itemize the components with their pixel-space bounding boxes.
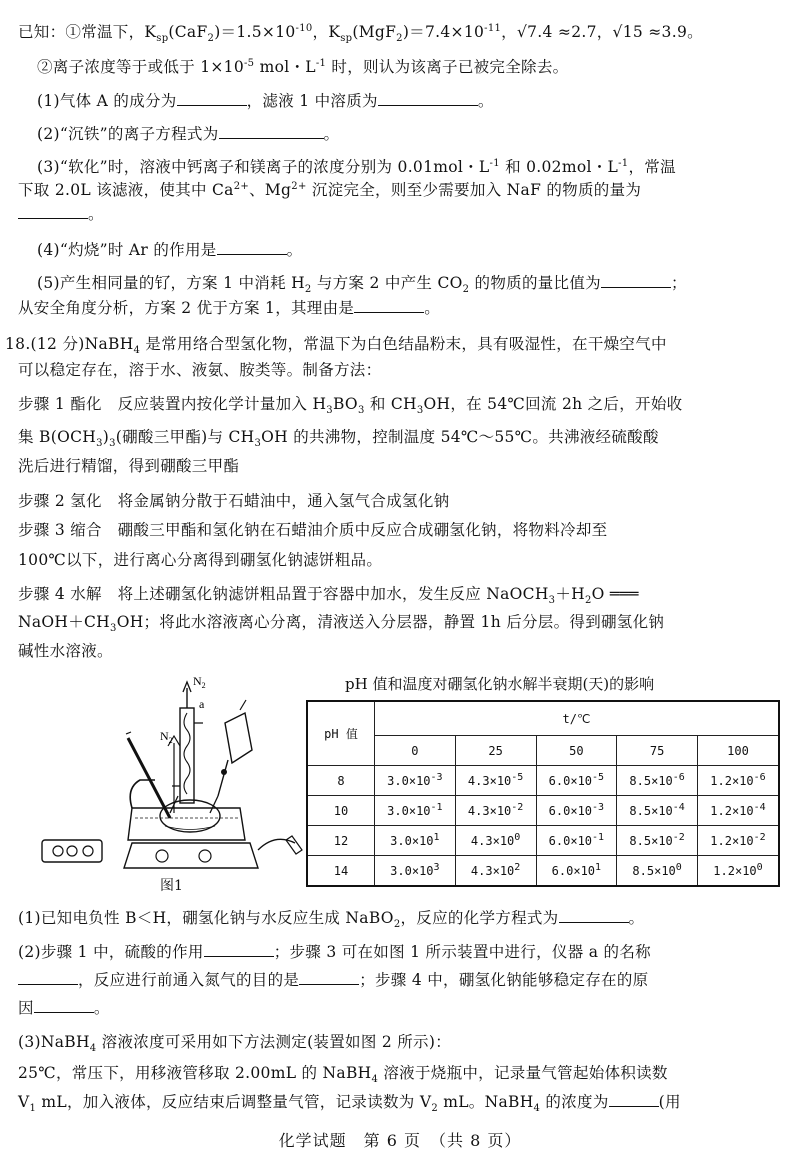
question-17-5-cont: 从安全角度分析，方案 2 优于方案 1，其理由是 。 — [18, 299, 441, 317]
answer-blank[interactable] — [204, 942, 274, 957]
condenser-a — [180, 708, 194, 803]
half-life-cell: $6.0\times 10^{-3}$ — [536, 796, 617, 826]
water-bath — [128, 808, 245, 840]
question-18-1: (1)已知电负性 B＜H，硼氢化钠与水反应生成 NaBO$_2$，反应的化学方程式为 。 — [18, 909, 645, 931]
half-life-cell: $6.0\times 10^1$ — [536, 856, 617, 887]
half-life-cell: $3.0\times 10^1$ — [375, 826, 456, 856]
n2-side-label: $N_2$ — [160, 729, 173, 745]
temp-col-0: 0 — [375, 736, 456, 766]
answer-blank[interactable] — [18, 204, 88, 219]
step-3: 步骤 3 缩合 硼酸三甲酯和氢化钠在石蜡油介质中反应合成硼氢化钠，将物料冷却至 — [18, 521, 608, 539]
apparatus-figure — [40, 668, 305, 898]
temp-col-75: 75 — [617, 736, 698, 766]
question-18-2-cont2: 因 。 — [18, 999, 110, 1017]
half-life-cell: $4.3\times 10^2$ — [455, 856, 536, 887]
ph-cell: 14 — [307, 856, 375, 887]
step-1: 步骤 1 酯化 反应装置内按化学计量加入 $H_3BO_3$ 和 $CH_3OH$，在 54℃回流 2h 之后，开始收 — [18, 395, 683, 417]
table-row — [307, 766, 779, 796]
temp-col-25: 25 — [455, 736, 536, 766]
answer-blank[interactable] — [354, 298, 424, 313]
stirrer-base — [124, 843, 258, 868]
answer-blank[interactable] — [559, 908, 629, 923]
question-17-3: (3)“软化”时，溶液中钙离子和镁离子的浓度分别为 0.01mol・$L^{-1}$ 和 0.02mol・$L^{-1}$，常温 — [37, 157, 676, 176]
answer-blank[interactable] — [299, 970, 359, 985]
ph-cell: 12 — [307, 826, 375, 856]
given-condition-1: 已知：①常温下，$K_{sp}(CaF_2)=1.5\times 10^{-10}$，$K_{sp}(MgF_2)=7.4\times 10^{-11}$，√7.4 ≈2.7，√15 ≈3.9。 — [18, 22, 703, 45]
question-18-intro: 18.(12 分)NaBH$_4$ 是常用络合型氢化物，常温下为白色结晶粉末，具有吸湿性，在干燥空气中 — [5, 335, 667, 357]
temperature-row — [307, 736, 779, 766]
half-life-cell: $4.3\times 10^{-5}$ — [455, 766, 536, 796]
temp-col-100: 100 — [698, 736, 780, 766]
ph-cell: 8 — [307, 766, 375, 796]
half-life-cell: $3.0\times 10^3$ — [375, 856, 456, 887]
question-17-2: (2)“沉铁”的离子方程式为 。 — [37, 125, 340, 143]
answer-blank[interactable] — [601, 273, 671, 288]
ph-cell: 10 — [307, 796, 375, 826]
step-3-cont: 100℃以下，进行离心分离得到硼氢化钠滤饼粗品。 — [18, 551, 383, 569]
question-17-4: (4)“灼烧”时 Ar 的作用是 。 — [37, 241, 303, 259]
table-row — [307, 856, 779, 887]
half-life-cell: $8.5\times 10^{-2}$ — [617, 826, 698, 856]
half-life-cell: $1.2\times 10^0$ — [698, 856, 780, 887]
answer-blank[interactable] — [18, 970, 78, 985]
step-4-cont2: 碱性水溶液。 — [18, 642, 113, 660]
table-row — [307, 826, 779, 856]
half-life-cell: $3.0\times 10^{-3}$ — [375, 766, 456, 796]
answer-blank[interactable] — [378, 91, 478, 106]
step-1-cont2: 洗后进行精馏，得到硼酸三甲酯 — [18, 457, 240, 475]
ph-header: pH 值 — [307, 701, 375, 766]
question-17-1: (1)气体 A 的成分为 ，滤液 1 中溶质为 。 — [37, 92, 494, 110]
half-life-cell: $8.5\times 10^{-4}$ — [617, 796, 698, 826]
answer-blank[interactable] — [609, 1092, 659, 1107]
question-18-2-cont: ，反应进行前通入氮气的目的是 ；步骤 4 中，硼氢化钠能够稳定存在的原 — [18, 970, 648, 990]
half-life-cell: $1.2\times 10^{-2}$ — [698, 826, 780, 856]
question-17-5: (5)产生相同量的钌，方案 1 中消耗 $H_2$ 与方案 2 中产生 $CO_2$ 的物质的量比值为 ； — [37, 274, 687, 296]
question-18-intro-cont: 可以稳定存在，溶于水、液氨、胺类等。制备方法： — [18, 361, 382, 379]
temp-col-50: 50 — [536, 736, 617, 766]
half-life-cell: $8.5\times 10^{-6}$ — [617, 766, 698, 796]
half-life-cell: $1.2\times 10^{-4}$ — [698, 796, 780, 826]
question-18-3-cont2: $V_1$ mL，加入液体，反应结束后调整量气管，记录读数为 $V_2$ mL。NaBH$_4$ 的浓度为 (用 — [18, 1093, 681, 1115]
step-4-cont: $NaOH+CH_3OH$；将此水溶液离心分离，清液送入分层器，静置 1h 后分层。得到硼氢化钠 — [18, 613, 665, 635]
half-life-cell: $6.0\times 10^{-5}$ — [536, 766, 617, 796]
question-18-3-cont: 25℃，常压下，用移液管移取 2.00mL 的 NaBH$_4$ 溶液于烧瓶中，记录量气管起始体积读数 — [18, 1064, 668, 1086]
question-17-3-cont: 下取 2.0L 该滤液，使其中 $Ca^{2+}$、$Mg^{2+}$ 沉淀完全，则至少需要加入 NaF 的物质的量为 — [18, 180, 642, 199]
answer-blank[interactable] — [34, 998, 94, 1013]
half-life-cell: $8.5\times 10^0$ — [617, 856, 698, 887]
table-row — [307, 796, 779, 826]
half-life-table — [306, 700, 780, 887]
given-condition-2: ②离子浓度等于或低于 $1\times 10^{-5}$ mol・$L^{-1}$ 时，则认为该离子已被完全除去。 — [37, 57, 569, 76]
dropping-funnel — [225, 713, 252, 763]
answer-blank[interactable] — [177, 91, 247, 106]
half-life-cell: $4.3\times 10^{-2}$ — [455, 796, 536, 826]
half-life-cell: $3.0\times 10^{-1}$ — [375, 796, 456, 826]
answer-blank[interactable] — [217, 240, 287, 255]
n2-top-label: $N_2$ — [193, 674, 206, 690]
question-18-3: (3)NaBH$_4$ 溶液浓度可采用如下方法测定(装置如图 2 所示)： — [18, 1033, 451, 1055]
step-4: 步骤 4 水解 将上述硼氢化钠滤饼粗品置于容器中加水，发生反应 $NaOCH_3+H_2O$ ═══ — [18, 585, 639, 607]
half-life-cell: $4.3\times 10^0$ — [455, 826, 536, 856]
a-label: a — [199, 697, 205, 711]
question-18-2: (2)步骤 1 中，硫酸的作用 ；步骤 3 可在如图 1 所示装置中进行，仪器 a 的名称 — [18, 943, 651, 961]
answer-blank[interactable] — [219, 124, 324, 139]
half-life-cell: $6.0\times 10^{-1}$ — [536, 826, 617, 856]
page-footer: 化学试题 第 6 页 （共 8 页） — [278, 1131, 522, 1150]
temperature-header: t/℃ — [375, 701, 780, 736]
table-title: pH 值和温度对硼氢化钠水解半衰期(天)的影响 — [345, 675, 655, 693]
question-17-3-blank: 。 — [18, 204, 104, 224]
figure-1-label: 图1 — [160, 878, 183, 894]
step-2: 步骤 2 氢化 将金属钠分散于石蜡油中，通入氢气合成氢化钠 — [18, 492, 450, 510]
half-life-cell: $1.2\times 10^{-6}$ — [698, 766, 780, 796]
step-1-cont: 集 $B(OCH_3)_3$(硼酸三甲酯)与 $CH_3OH$ 的共沸物，控制温度 54℃～55℃。共沸液经硫酸酸 — [18, 428, 659, 450]
